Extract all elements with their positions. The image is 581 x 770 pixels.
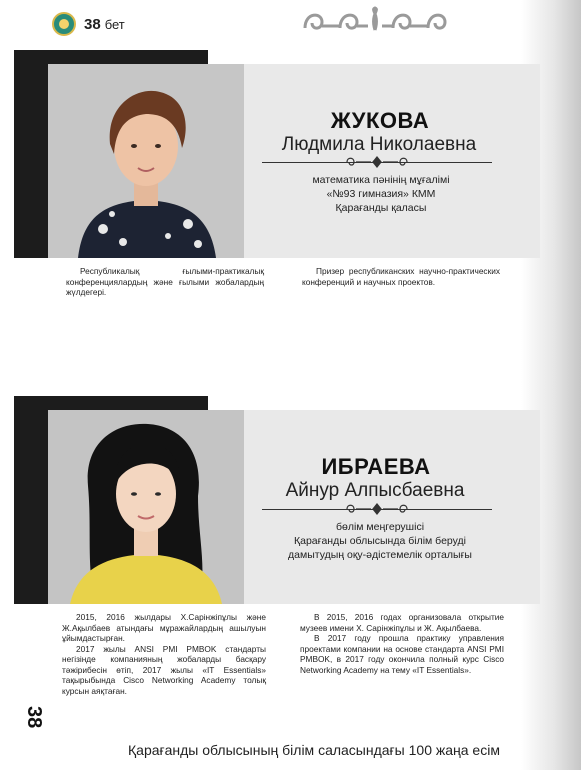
emblem-logo [52, 12, 76, 36]
profile2-given-name: Айнур Алпысбаевна [285, 480, 465, 501]
profile2-text-ru [300, 612, 504, 675]
profile2-surname: ИБРАЕВА [321, 454, 431, 479]
paragraph: 2015, 2016 жылдары Х.Сарінжіпұлы және Ж.Ақылбаев атындағы мұражайлардың ашылуын ұйымдастырған. [62, 612, 266, 643]
profile2-text-kz [62, 612, 266, 696]
emblem-center [59, 19, 69, 29]
profile1-text-ru [302, 266, 500, 287]
paragraph: 2017 жылы ANSI PMI PMBOK стандарты негізінде компанияның жобаларды басқару тәжірибесін өтіп, 2017 жылы «IT Essentials» тақырыбында Cisco Networking Academy толық курсын аяқтаған. [62, 643, 266, 696]
info-line: Қарағанды облысында білім беруді [294, 535, 466, 547]
info-line: бөлім меңгерушісі [335, 521, 425, 533]
profile2-position-info [256, 520, 504, 562]
page-number-label [84, 16, 125, 33]
profile2-photo [48, 410, 244, 604]
profile1-photo [48, 64, 244, 258]
page-unit: бет [104, 17, 125, 32]
info-line: дамытудың оқу-әдістемелік орталығы [288, 549, 472, 561]
profile1-position-info [270, 173, 492, 215]
portrait-woman-2-icon [48, 410, 244, 604]
info-line: Қарағанды қаласы [335, 202, 427, 214]
ornament-divider-icon [344, 502, 410, 516]
info-line: «№93 гимназия» КММ [326, 188, 436, 200]
paragraph: Республикалық ғылыми-практикалық конференциялардың және ғылыми жобалардың жүлдегері. [66, 266, 264, 297]
profile1-given-name: Людмила Николаевна [281, 134, 477, 155]
profile1-text-kz [66, 266, 264, 298]
ornament-divider-icon [344, 155, 410, 169]
info-line: математика пәнінің мұғалімі [312, 174, 450, 186]
paragraph: В 2015, 2016 годах организовала открытие музеев имени Х. Сарінжіпұлы и Ж. Ақылбаева. [300, 612, 504, 633]
paragraph: Призер республиканских научно-практических конференций и научных проектов. [302, 266, 500, 287]
portrait-woman-1-icon [48, 64, 244, 258]
ornament-top-icon [300, 4, 450, 38]
side-page-number-text: 38 [23, 706, 45, 729]
footer-caption: Қарағанды облысының білім саласындағы 100 жаңа есім [128, 742, 500, 758]
profile1-surname: ЖУКОВА [330, 108, 430, 133]
side-page-number [6, 706, 45, 746]
page-number: 38 [84, 16, 101, 33]
paragraph: В 2017 году прошла практику управления проектами компании на основе стандарта ANSI PMI PMBOK, в 2017 году окончила полный курс Cisco Networking Academy на тему «IT Essentials». [300, 633, 504, 675]
